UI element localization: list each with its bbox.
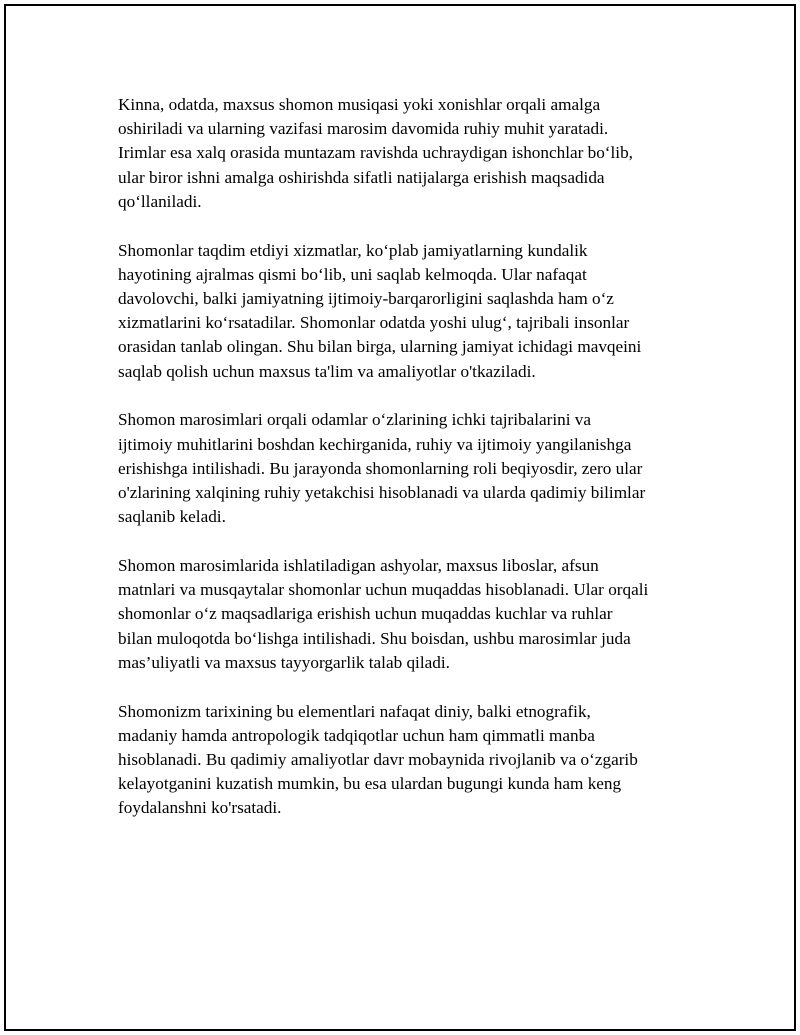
text-line: madaniy hamda antropologik tadqiqotlar uchun ham qimmatli manba	[118, 725, 595, 745]
text-line: bilan muloqotda bo‘lishga intilishadi. Shu boisdan, ushbu marosimlar juda	[118, 628, 631, 648]
text-line: qo‘llaniladi.	[118, 191, 202, 211]
text-line: saqlab qolish uchun maxsus ta'lim va amaliyotlar o'tkaziladi.	[118, 361, 536, 381]
text-line: Irimlar esa xalq orasida muntazam ravishda uchraydigan ishonchlar bo‘lib,	[118, 143, 633, 163]
text-line: hayotining ajralmas qismi bo‘lib, uni saqlab kelmoqda. Ular nafaqat	[118, 264, 587, 284]
text-line: ijtimoiy muhitlarini boshdan kechirganida, ruhiy va ijtimoiy yangilanishga	[118, 434, 632, 454]
text-line: ular biror ishni amalga oshirishda sifatli natijalarga erishish maqsadida	[118, 167, 605, 187]
paragraph-3	[118, 408, 698, 529]
paragraph-2	[118, 239, 698, 384]
text-line: hisoblanadi. Bu qadimiy amaliyotlar davr mobaynida rivojlanib va o‘zgarib	[118, 750, 638, 770]
text-line: xizmatlarini ko‘rsatadilar. Shomonlar odatda yoshi ulug‘, tajribali insonlar	[118, 313, 630, 333]
text-line: shomonlar o‘z maqsadlariga erishish uchun muqaddas kuchlar va ruhlar	[118, 604, 613, 624]
text-line: matnlari va musqaytalar shomonlar uchun muqaddas hisoblanadi. Ular orqali	[118, 580, 649, 600]
text-line: orasidan tanlab olingan. Shu bilan birga, ularning jamiyat ichidagi mavqeini	[118, 337, 642, 357]
text-line: Shomonizm tarixining bu elementlari nafaqat diniy, balki etnografik,	[118, 701, 591, 721]
paragraph-4	[118, 554, 698, 675]
text-line: davolovchi, balki jamiyatning ijtimoiy-barqarorligini saqlashda ham o‘z	[118, 289, 614, 309]
document-body	[118, 93, 698, 845]
text-line: o'zlarining xalqining ruhiy yetakchisi hisoblanadi va ularda qadimiy bilimlar	[118, 483, 646, 503]
text-line: Shomon marosimlarida ishlatiladigan ashyolar, maxsus liboslar, afsun	[118, 556, 599, 576]
text-line: kelayotganini kuzatish mumkin, bu esa ulardan bugungi kunda ham keng	[118, 774, 622, 794]
text-line: oshiriladi va ularning vazifasi marosim davomida ruhiy muhit yaratadi.	[118, 119, 609, 139]
text-line: Shomonlar taqdim etdiyi xizmatlar, ko‘plab jamiyatlarning kundalik	[118, 240, 588, 260]
text-line: Kinna, odatda, maxsus shomon musiqasi yoki xonishlar orqali amalga	[118, 95, 601, 114]
text-line: erishishga intilishadi. Bu jarayonda shomonlarning roli beqiyosdir, zero ular	[118, 458, 643, 478]
paragraph-1	[118, 93, 698, 214]
text-line: saqlanib keladi.	[118, 507, 226, 527]
text-line: foydalanshni ko'rsatadi.	[118, 798, 282, 818]
text-line: Shomon marosimlari orqali odamlar o‘zlarining ichki tajribalarini va	[118, 410, 592, 430]
paragraph-5	[118, 700, 698, 821]
text-line: mas’uliyatli va maxsus tayyorgarlik talab qiladi.	[118, 652, 450, 672]
